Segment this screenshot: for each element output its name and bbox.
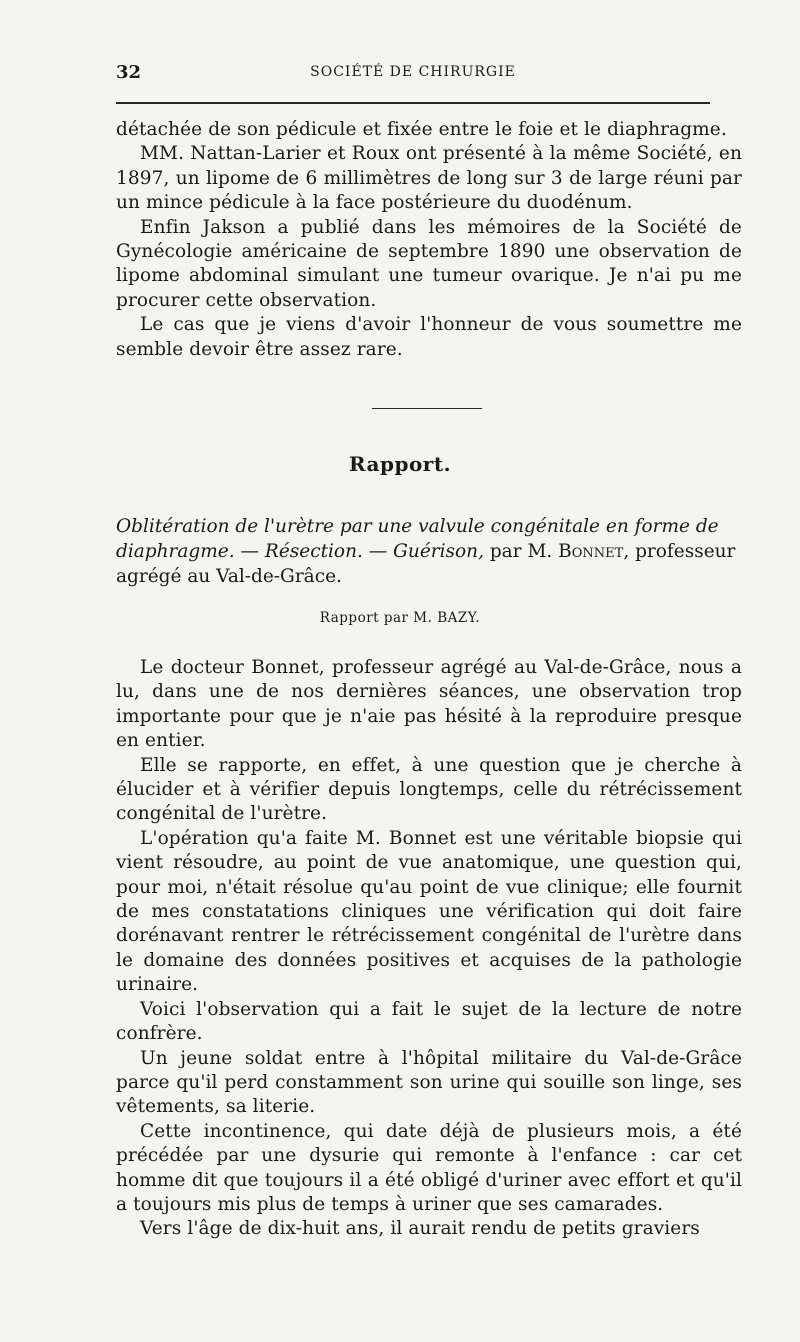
report-title xyxy=(116,514,742,589)
previous-article-text xyxy=(116,118,742,362)
paragraph: Elle se rapporte, en effet, à une question que je cherche à élucider et à vérifier depuis longtemps, celle du rétrécissement congénital de l'urètre. xyxy=(116,754,742,825)
paragraph: L'opération qu'a faite M. Bonnet est une véritable biopsie qui vient résoudre, au point de vue anatomique, une question qui, pour moi, n'était résolue qu'au point de vue clinique; elle fournit de mes constatations cliniques une vérification qui doit faire dorénavant rentrer le rétrécissement congénital de l'urètre dans le domaine des données positives et acquises de la pathologie urinaire. xyxy=(116,827,742,996)
paragraph: Enfin Jakson a publié dans les mémoires de la Société de Gynécologie américaine de septembre 1890 une observation de lipome abdominal simulant une tumeur ovarique. Je n'ai pu me procurer cette observation. xyxy=(116,216,742,311)
report-title-by: par M. xyxy=(489,541,553,562)
paragraph: Voici l'observation qui a fait le sujet de la lecture de notre confrère. xyxy=(116,998,742,1045)
paragraph: Cette incontinence, qui date déjà de plusieurs mois, a été précédée par une dysurie qui remonte à l'enfance : car cet homme dit que toujours il a été obligé d'uriner avec effort et qu'il a toujours mis plus de temps à uriner que ses camarades. xyxy=(116,1120,742,1215)
paragraph: Un jeune soldat entre à l'hôpital militaire du Val-de-Grâce parce qu'il perd constamment son urine qui souille son linge, ses vêtements, sa literie. xyxy=(116,1047,742,1118)
page-number: 32 xyxy=(116,62,142,83)
running-title: SOCIÉTÉ DE CHIRURGIE xyxy=(310,64,516,80)
report-author: Bonnet xyxy=(558,541,624,562)
report-title-affiliation: , professeur agrégé au Val-de-Grâce. xyxy=(116,541,736,587)
page-header xyxy=(116,62,710,88)
paragraph: Le docteur Bonnet, professeur agrégé au Val-de-Grâce, nous a lu, dans une de nos dernières séances, une observation trop importante pour que je n'aie pas hésité à la reproduire presque en entier. xyxy=(116,657,742,752)
section-title: Rapport. xyxy=(348,452,452,476)
paragraph: Le cas que je viens d'avoir l'honneur de vous soumettre me semble devoir être assez rare. xyxy=(116,314,742,360)
header-rule xyxy=(116,102,710,104)
report-title-italic: Oblitération de l'urètre par une valvule congénitale en forme de diaphragme. — Résection. — Guérison, xyxy=(116,516,719,562)
reporter-line: Rapport par M. BAZY. xyxy=(319,610,481,626)
paragraph: MM. Nattan-Larier et Roux ont présenté à la même Société, en 1897, un lipome de 6 millimètres de long sur 3 de large réuni par un mince pédicule à la face postérieure du duodénum. xyxy=(116,143,742,214)
section-separator xyxy=(372,408,482,409)
paragraph: détachée de son pédicule et fixée entre le foie et le diaphragme. xyxy=(116,119,727,140)
paragraph: Vers l'âge de dix-huit ans, il aurait rendu de petits graviers xyxy=(140,1218,700,1240)
report-body xyxy=(116,656,742,1242)
